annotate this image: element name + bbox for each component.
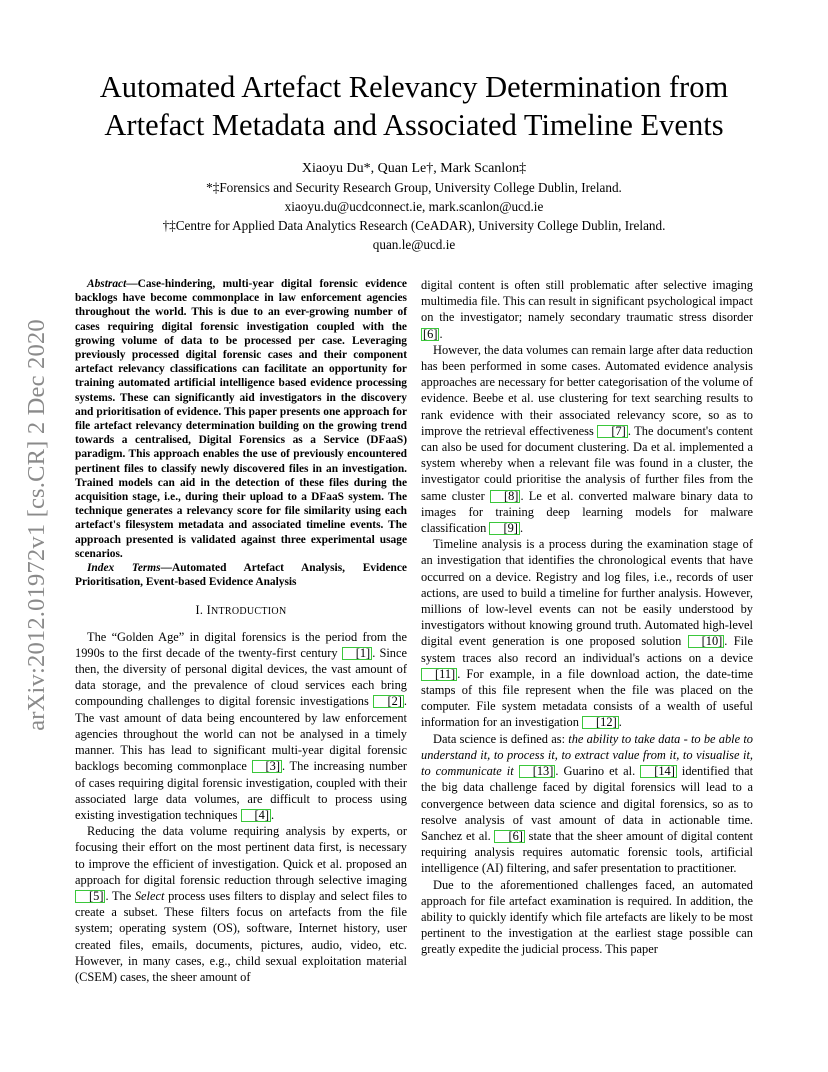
section-number: I.	[195, 603, 204, 618]
text-run: digital content is often still problematic after selective imaging multimedia file. This can result in significant psychological impact on the investigator; namely secondary traumatic stress disorder	[421, 278, 753, 325]
abstract	[75, 277, 407, 561]
text-run: . File system traces also record an individual's actions on a device	[421, 634, 753, 665]
text-run: Data science is defined as:	[433, 731, 569, 746]
index-terms	[75, 561, 407, 589]
paragraph	[421, 877, 753, 958]
paragraph	[421, 342, 753, 536]
author-block	[40, 159, 788, 254]
affiliation-2: †‡Centre for Applied Data Analytics Research (CeADAR), University College Dublin, Ireland.	[162, 218, 666, 233]
section-title-rest: NTRODUCTION	[210, 606, 287, 618]
text-run: . The document's content can also be used for document clustering. Da et al. implemented a system whereby when a relevant file was found in a cluster, the investigator could prioritise the analysis of further files from the same cluster	[421, 423, 753, 503]
text-run: identified that the big data challenge faced by digital forensics will lead to a convergence between data science and digital forensics, so as to resolve analysis of vast amount of data in actionable time. Sanchez et al.	[421, 764, 754, 843]
text-run: state that the sheer amount of digital content requiring analysis requires automatic forensic tools, artificial intelligence (AI) filtering, and safer presentation to practitioner.	[421, 828, 753, 876]
title-line-1: Automated Artefact Relevancy Determination from	[99, 70, 729, 104]
text-run: . Guarino et al.	[555, 764, 641, 779]
text-run: Reducing the data volume requiring analysis by experts, or focusing their effort on the most pertinent data first, is necessary to improve the efficient of investigation. Quick et al. proposed an approach for digital forensic reduction through selective imaging	[75, 824, 407, 887]
citation-link[interactable]: [8]	[490, 490, 520, 503]
section-title-initial: I	[206, 603, 211, 618]
citation-link[interactable]: [6]	[423, 326, 438, 341]
section-heading-introduction	[75, 602, 407, 620]
text-run: . Since then, the diversity of personal digital devices, the vast amount of data storage, and the prevalence of cloud services each bring compounding challenges to digital forensic investigations	[75, 645, 407, 709]
paragraph	[75, 823, 407, 985]
citation-link[interactable]: [13]	[519, 765, 556, 778]
text-run: Timeline analysis is a process during the examination stage of an investigation that identifies the chronological events that have occurred on a device. Registry and log files, i.e., records of user actions, are used to build a timeline for further analysis. However, millions of low-level events can not be easily understood by investigators without knowing ground truth. Automated high-level digital event generation is one proposed solution	[421, 537, 753, 649]
email-1: xiaoyu.du@ucdconnect.ie, mark.scanlon@ucd.ie	[284, 199, 544, 214]
paragraph	[75, 629, 407, 823]
citation-link[interactable]: [9]	[489, 522, 519, 535]
email-2: quan.le@ucd.ie	[372, 237, 456, 252]
text-run: . The vast amount of data being encountered by law enforcement agencies throughout the world can not be analysed in a timely manner. This has lead to significant multi-year digital forensic backlogs becoming commonplace	[75, 694, 407, 774]
citation-link[interactable]: [10]	[688, 635, 725, 648]
text-run: . The increasing number of cases requiring digital forensic investigation, coupled with their associated large data volumes, are difficult to process using existing investigation techniques	[75, 759, 408, 822]
arxiv-identifier-text: arXiv:2012.01972v1 [cs.CR] 2 Dec 2020	[23, 319, 50, 731]
text-run: . For example, in a file download action, the date-time stamps of this file represent when the file was placed on the computer. File system metadata consists of a wealth of useful information for an investigation	[421, 666, 753, 730]
abstract-label: Abstract	[87, 278, 127, 290]
citation-link[interactable]: [1]	[342, 647, 372, 660]
right-column	[421, 277, 753, 958]
paper-title	[40, 68, 788, 144]
text-run: . Le et al. converted malware binary data to images for training deep learning models for malware classification	[421, 488, 753, 536]
author-names: Xiaoyu Du*, Quan Le†, Mark Scanlon‡	[301, 161, 527, 176]
text-run: . The	[105, 888, 135, 903]
text-run: .	[618, 715, 622, 730]
text-run: Due to the aforementioned challenges faced, an automated approach for file artefact examination is required. In addition, the ability to quickly identify which file artefacts are likely to be most pertinent to the investigation at the earliest stage possible can greatly expedite the judicial process. This paper	[421, 877, 753, 957]
text-run: process uses filters to display and select files to create a subset. These filters focus on artefacts from the file system; operating system (OS), software, Internet history, user created files, emails, documents, pictures, audio, video, etc. However, in many cases, e.g., child sexual exploitation material (CSEM) cases, the sheer amount of	[75, 888, 407, 984]
citation-link[interactable]: [11]	[421, 668, 457, 681]
citation-link[interactable]: [5]	[75, 890, 105, 903]
paragraph	[421, 536, 753, 730]
text-run: .	[519, 521, 524, 536]
citation-link[interactable]: [4]	[241, 809, 271, 822]
title-line-2: Artefact Metadata and Associated Timeline Events	[104, 108, 724, 142]
citation-link[interactable]: [12]	[582, 716, 619, 729]
left-column	[75, 277, 407, 985]
paragraph	[421, 277, 753, 342]
paragraph	[421, 731, 753, 877]
citation-link[interactable]: [2]	[373, 695, 403, 708]
text-run: However, the data volumes can remain large after data reduction has been performed in some cases. Automated evidence analysis approaches are necessary for better categorisation of the volume of evidence. Beebe et al. use clustering for text searching results to rank evidence with their associated relevancy score, so as to improve the retrieval effectiveness	[421, 342, 753, 438]
index-terms-label: Index Terms	[87, 562, 161, 575]
arxiv-identifier	[22, 290, 52, 760]
abstract-text: —Case-hindering, multi-year digital forensic evidence backlogs have become commonplace in law enforcement agencies throughout the world. This is due to an ever-growing number of cases requiring digital forensic investigation coupled with the growing volume of data to be processed per case. Leveraging previously processed digital forensic cases and their component artefact relevancy classifications can facilitate an opportunity for training automated artificial intelligence based evidence processing systems. These can significantly aid investigators in the discovery and prioritisation of evidence. This paper presents one approach for file artefact relevancy determination building on the growing trend towards a centralised, Digital Forensics as a Service (DFaaS) paradigm. This approach enables the use of previously encountered pertinent files to classify newly discovered files in an investigation. Trained models can aid in the detection of these files during the acquisition stage, i.e., during their upload to a DFaaS system. The technique generates a relevancy score for file similarity using each artefact's filesystem metadata and associated timeline events. The approach presented is validated against three experimental usage scenarios.	[75, 278, 407, 560]
citation-link[interactable]: [6]	[494, 830, 524, 843]
emphasis: Select	[134, 888, 165, 903]
text-run: .	[270, 807, 275, 822]
citation-link[interactable]: [3]	[252, 760, 282, 773]
emphasis: the ability to take data - to be able to understand it, to process it, to extract value from it, to visualise it, to communicate it	[421, 731, 753, 779]
index-terms-text: —Automated Artefact Analysis, Evidence Prioritisation, Event-based Evidence Analysis	[75, 562, 407, 589]
citation-link[interactable]: [14]	[640, 765, 677, 778]
affiliation-1: *‡Forensics and Security Research Group, University College Dublin, Ireland.	[206, 180, 622, 195]
text-run: .	[439, 326, 443, 341]
text-run: The “Golden Age” in digital forensics is the period from the 1990s to the first decade of the twenty-first century	[75, 629, 407, 660]
citation-link[interactable]: [7]	[597, 425, 627, 438]
